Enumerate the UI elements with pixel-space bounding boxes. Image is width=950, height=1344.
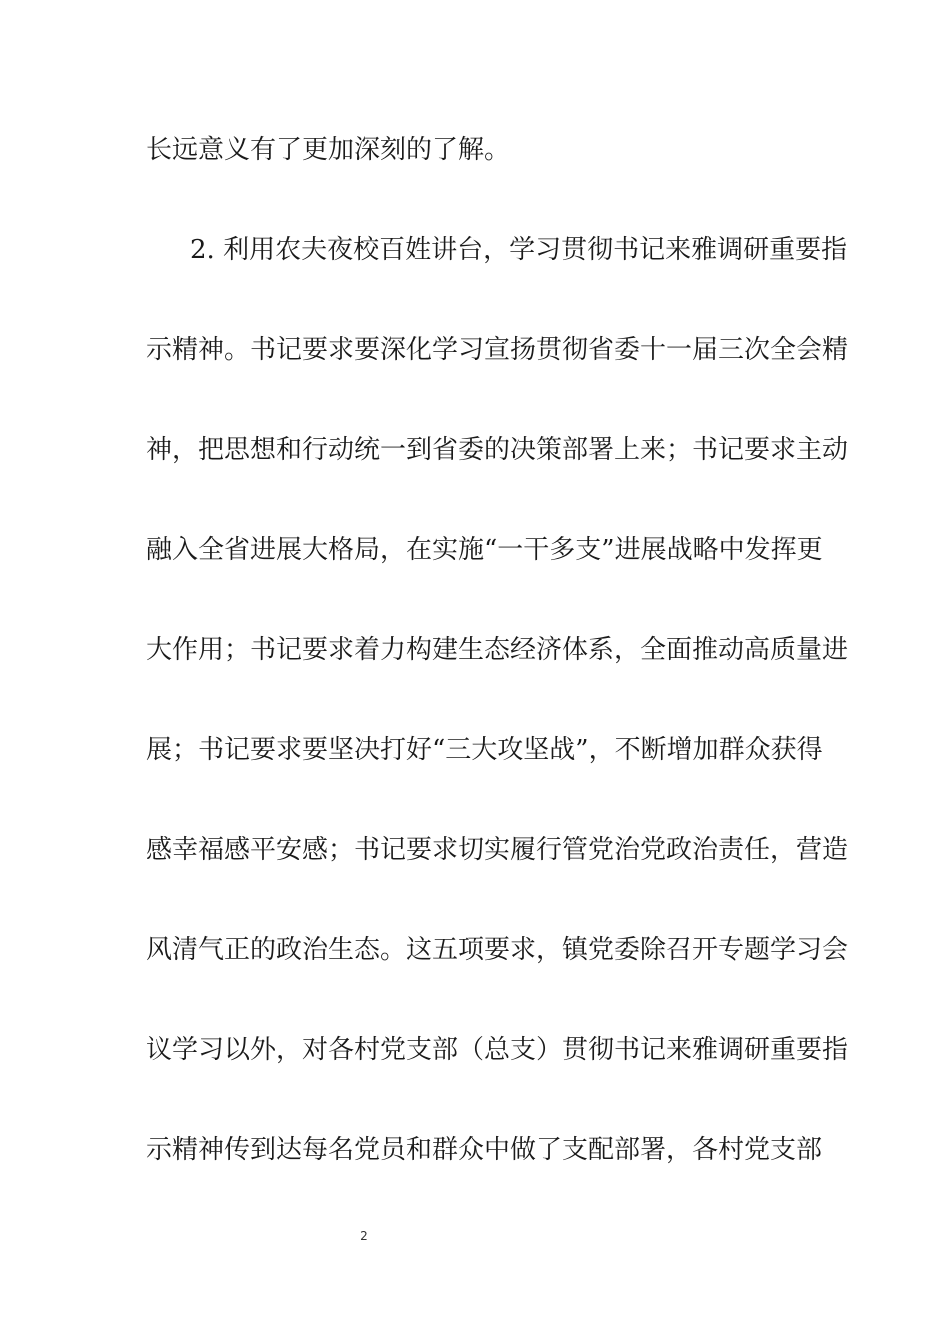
text-line-7: 展；书记要求要坚决打好“三大攻坚战”，不断增加群众获得 (146, 735, 823, 765)
text-line-2: 2. 利用农夫夜校百姓讲台，学习贯彻书记来雅调研重要指 (190, 235, 848, 265)
text-line-6: 大作用；书记要求着力构建生态经济体系，全面推动高质量进 (146, 635, 849, 665)
text-line-1: 长远意义有了更加深刻的了解。 (146, 135, 511, 165)
text-line-8: 感幸福感平安感；书记要求切实履行管党治党政治责任，营造 (146, 835, 849, 865)
text-line-11: 示精神传到达每名党员和群众中做了支配部署，各村党支部 (146, 1135, 823, 1165)
page-number: 2 (360, 1229, 368, 1243)
text-line-10: 议学习以外，对各村党支部（总支）贯彻书记来雅调研重要指 (146, 1035, 849, 1065)
text-line-4: 神，把思想和行动统一到省委的决策部署上来；书记要求主动 (146, 435, 849, 465)
text-line-5: 融入全省进展大格局，在实施“一干多支”进展战略中发挥更 (146, 535, 823, 565)
text-line-9: 风清气正的政治生态。这五项要求，镇党委除召开专题学习会 (146, 935, 849, 965)
text-line-3: 示精神。书记要求要深化学习宣扬贯彻省委十一届三次全会精 (146, 335, 849, 365)
